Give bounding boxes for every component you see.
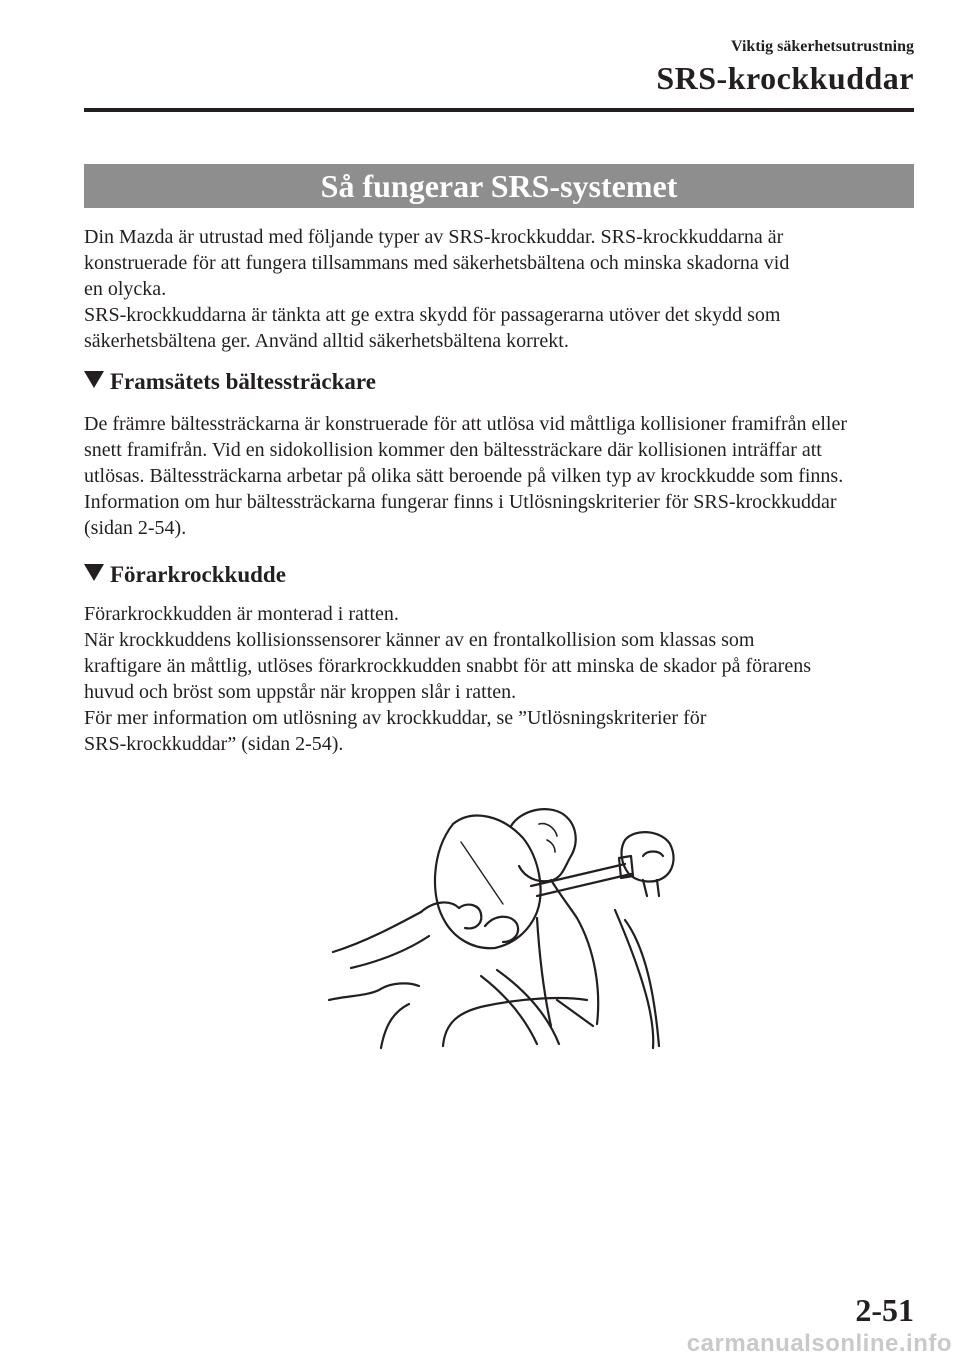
driver-airbag-line: För mer information om utlösning av krockkuddar, se ”Utlösningskriterier för (84, 707, 707, 729)
pretensioner-line: utlösas. Bältessträckarna arbetar på olika sätt beroende på vilken typ av krockkudde som finns. (84, 465, 844, 487)
heading-pretensioner-text: Framsätets bältessträckare (110, 369, 376, 394)
pretensioner-line: Information om hur bältessträckarna fungerar finns i Utlösningskriterier för SRS-krockkuddar (84, 491, 837, 513)
driver-airbag-line: kraftigare än måttlig, utlöses förarkrockkudden snabbt för att minska de skador på förarens (84, 655, 811, 677)
pretensioner-paragraph (84, 411, 918, 541)
section-banner: Så fungerar SRS-systemet (84, 164, 914, 208)
driver-airbag-line: SRS-krockkuddar” (sidan 2-54). (84, 733, 344, 755)
intro-line: en olycka. (84, 278, 167, 300)
page-title: SRS-krockkuddar (656, 60, 914, 96)
intro-paragraph (84, 224, 918, 354)
intro-line: säkerhetsbältena ger. Använd alltid säkerhetsbältena korrekt. (84, 330, 569, 352)
pretensioner-line: snett framifrån. Vid en sidokollision kommer den bältessträckare där kollisionen inträffar att (84, 439, 822, 461)
airbag-deployment-illustration (325, 800, 685, 1052)
intro-line: SRS-krockkuddarna är tänkta att ge extra skydd för passagerarna utöver det skydd som (84, 304, 781, 326)
triangle-bullet-icon (84, 371, 104, 388)
driver-airbag-paragraph (84, 601, 918, 757)
driver-airbag-line: Förarkrockkudden är monterad i ratten. (84, 603, 399, 625)
intro-line: Din Mazda är utrustad med följande typer av SRS-krockkuddar. SRS-krockkuddarna är (84, 226, 784, 248)
driver-airbag-line: När krockkuddens kollisionssensorer känner av en frontalkollision som klassas som (84, 629, 755, 651)
pretensioner-line: De främre bältessträckarna är konstruerade för att utlösa vid måttliga kollisioner framifrån eller (84, 413, 848, 435)
heading-driver-airbag (84, 562, 286, 588)
header-divider (84, 108, 914, 112)
heading-pretensioner (84, 369, 376, 395)
watermark: carmanualsonline.info (686, 1330, 952, 1357)
header-section-label: Viktig säkerhetsutrustning (731, 38, 914, 55)
heading-driver-airbag-text: Förarkrockkudde (110, 562, 286, 587)
triangle-bullet-icon (84, 564, 104, 581)
driver-airbag-line: huvud och bröst som uppstår när kroppen slår i ratten. (84, 681, 517, 703)
intro-line: konstruerade för att fungera tillsammans med säkerhetsbältena och minska skadorna vid (84, 252, 790, 274)
pretensioner-line: (sidan 2-54). (84, 517, 187, 539)
page-number: 2-51 (855, 1292, 914, 1328)
